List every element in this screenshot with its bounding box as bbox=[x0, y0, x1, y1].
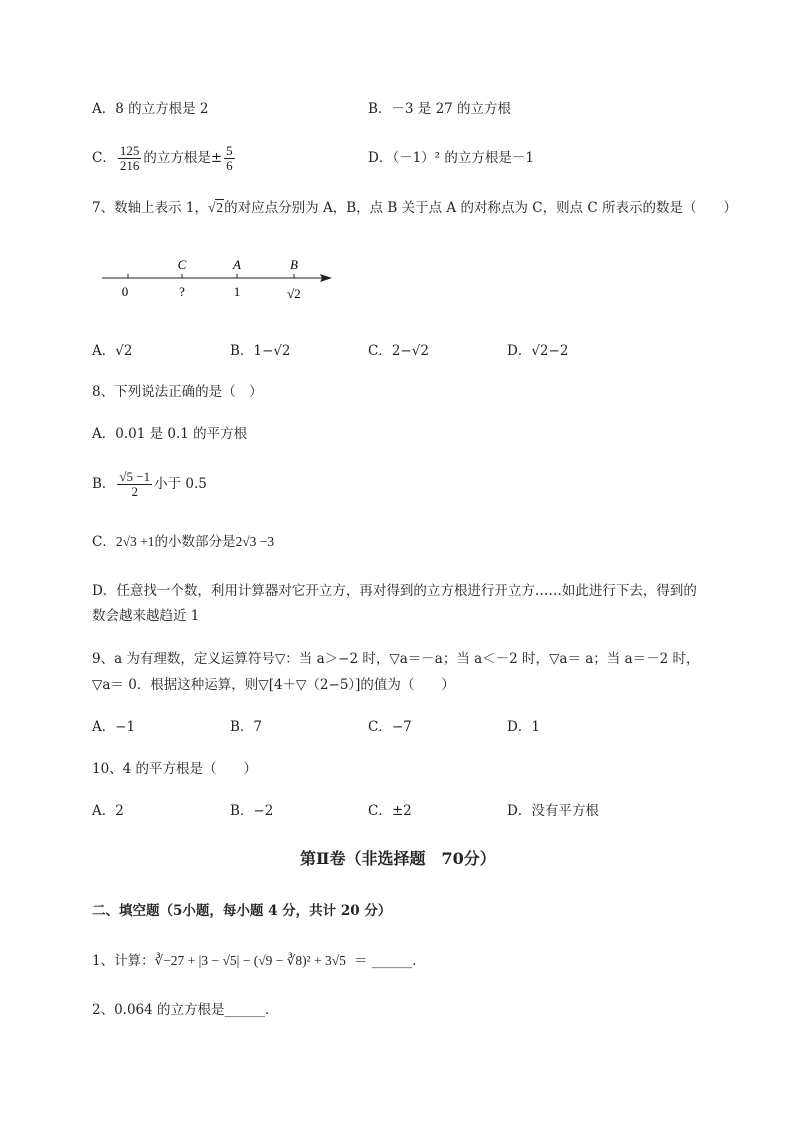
q9-stem-line1: 9、a 为有理数，定义运算符号▽：当 a＞−2 时，▽a＝－a；当 a＜－2 时，▽a＝ a；当 a＝－2 时， bbox=[92, 651, 700, 667]
label-1: 1 bbox=[233, 284, 241, 299]
label-sqrt2: √2 bbox=[287, 286, 301, 301]
q6-c-fraction-2: $\frac{5}{6}$ bbox=[226, 143, 233, 173]
label-C: C bbox=[177, 257, 187, 272]
q10-stem: 10、4 的平方根是（ ） bbox=[92, 761, 258, 777]
q8-b-fraction: $\frac{√5 -1}{2}$ bbox=[119, 469, 151, 499]
fill-question-1: 1、计算：∛−27 + |3 − √5| − (√9 − ∛8)² + 3√5 ＝ ______． bbox=[92, 953, 426, 969]
q6-option-a: A．8 的立方根是 2 bbox=[92, 101, 209, 117]
q7-stem: 7、数轴上表示 1，√2的对应点分别为 A，B，点 B 关于点 A 的对称点为 C，则点 C 所表示的数是（ ） bbox=[92, 200, 737, 216]
q9-option-d: D．1 bbox=[507, 719, 540, 735]
fill-question-2: 2、0.064 的立方根是______． bbox=[92, 1002, 279, 1018]
label-0: 0 bbox=[121, 284, 129, 299]
q8-option-b: B． $\frac{√5 -1}{2}$ 小于 0.5 bbox=[92, 469, 207, 499]
q8-option-a: A．0.01 是 0.1 的平方根 bbox=[92, 426, 248, 442]
q9-option-c: C．−7 bbox=[368, 719, 412, 735]
number-line bbox=[96, 252, 336, 307]
label-A: A bbox=[233, 257, 241, 272]
q6-option-d: D．（－1）² 的立方根是－1 bbox=[368, 150, 534, 166]
q8-option-d-line1: D．任意找一个数，利用计算器对它开立方，再对得到的立方根进行开立方……如此进行下去，得到的 bbox=[92, 583, 697, 599]
q6-c-fraction: $\frac{125}{216}$ bbox=[119, 143, 140, 173]
q7-option-d: D．√2−2 bbox=[507, 343, 569, 359]
q7-option-b: B．1−√2 bbox=[230, 343, 291, 359]
q8-stem: 8、下列说法正确的是（ ） bbox=[92, 384, 263, 400]
q6-option-c: C． $\frac{125}{216}$ 的立方根是± $\frac{5}{6}$ bbox=[92, 143, 233, 173]
q10-option-c: C．±2 bbox=[368, 803, 412, 819]
q9-option-a: A．−1 bbox=[92, 719, 136, 735]
q10-option-d: D．没有平方根 bbox=[507, 803, 599, 819]
part2-title: 第Ⅱ卷（非选择题 70分） bbox=[300, 849, 496, 868]
q10-option-b: B．−2 bbox=[230, 803, 274, 819]
q10-option-a: A．2 bbox=[92, 803, 124, 819]
fill1-expression: ∛−27 + |3 − √5| − (√9 − ∛8)² + 3√5 bbox=[154, 953, 346, 968]
q7-sqrt: √2 bbox=[207, 200, 224, 215]
section-heading: 二、填空题（5小题，每小题 4 分，共计 20 分） bbox=[92, 903, 392, 919]
label-B: B bbox=[290, 257, 298, 272]
q6-option-b: B．－3 是 27 的立方根 bbox=[368, 101, 512, 117]
label-question: ? bbox=[179, 284, 185, 299]
q8-option-d-line2: 数会越来越趋近 1 bbox=[92, 608, 200, 624]
q7-option-c: C．2−√2 bbox=[368, 343, 429, 359]
q8-option-c: C．2√3 +1的小数部分是2√3 −3 bbox=[92, 534, 275, 550]
q7-option-a: A．√2 bbox=[92, 343, 133, 359]
q9-option-b: B．7 bbox=[230, 719, 263, 735]
q9-stem-line2: ▽a＝ 0．根据这种运算，则▽[4＋▽（2−5）]的值为（ ） bbox=[92, 677, 455, 693]
